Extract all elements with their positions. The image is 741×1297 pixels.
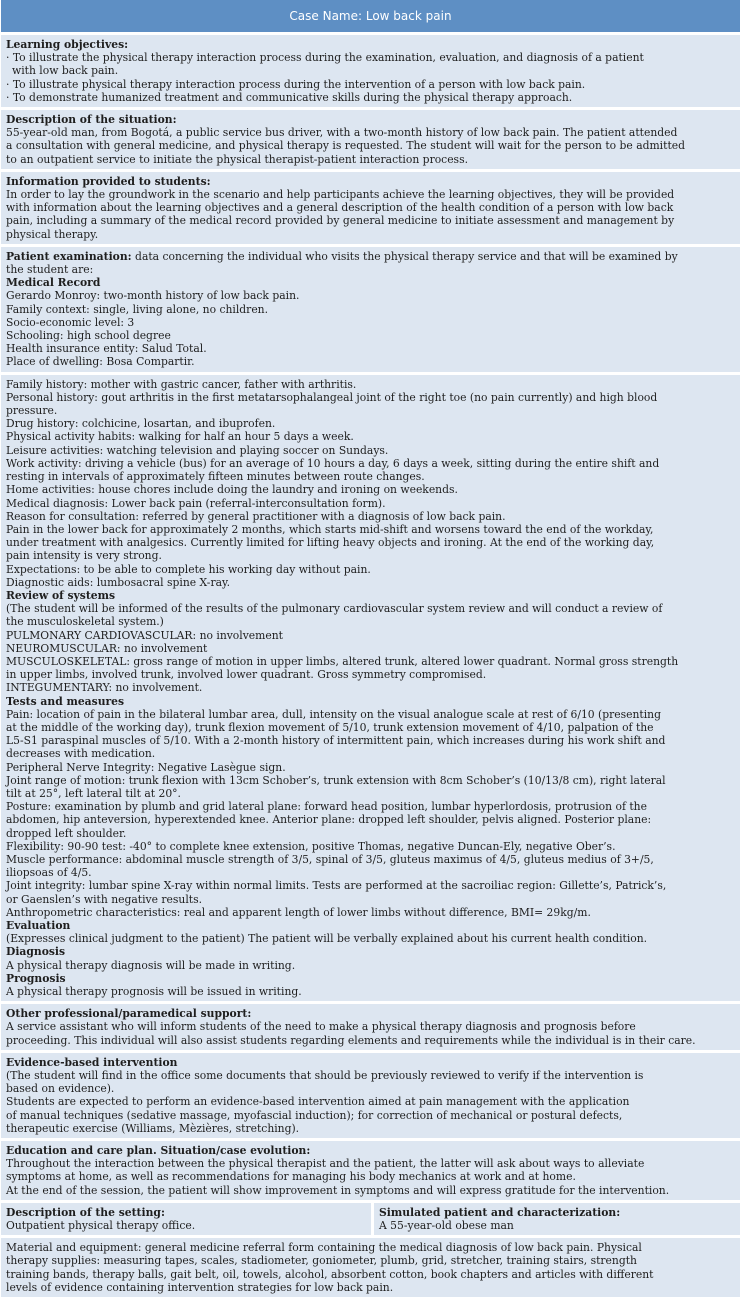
- text-line: decreases with medication.: [6, 747, 156, 761]
- text-line: with information about the learning objectives and a general description of the health condition of a person with low back: [6, 201, 674, 215]
- text-line: A 55-year-old obese man: [379, 1219, 514, 1233]
- text-line: Flexibility: 90-90 test: -40° to complete knee extension, positive Thomas, negative Duncan-Ely, negative Ober’s.: [6, 839, 616, 853]
- text-line: Drug history: colchicine, losartan, and ibuprofen.: [6, 417, 276, 431]
- text-line: Expectations: to be able to complete his working day without pain.: [6, 562, 371, 576]
- list-item: with low back pain.: [12, 64, 119, 78]
- text-line: abdomen, hip anteversion, hyperextended knee. Anterior plane: dropped left shoulder, pelvis aligned. Posterior plane:: [6, 813, 652, 827]
- text-line: Posture: examination by plumb and grid lateral plane: forward head position, lumbar hyperlordosis, protrusion of the: [6, 800, 647, 814]
- text-line: Schooling: high school degree: [6, 329, 171, 343]
- text-line: Family history: mother with gastric cancer, father with arthritis.: [6, 377, 357, 391]
- text-line: tilt at 25°, left lateral tilt at 20°.: [6, 786, 181, 800]
- section-heading: Education and care plan. Situation/case evolution:: [6, 1144, 311, 1158]
- text-line: Health insurance entity: Salud Total.: [6, 342, 207, 356]
- text-line: or Gaenslen’s with negative results.: [6, 892, 203, 906]
- text-line: Material and equipment: general medicine referral form containing the medical diagnosis of low back pain. Physical: [6, 1241, 642, 1255]
- text-line: a consultation with general medicine, and physical therapy is requested. The student will wait for the person to be admitted: [6, 139, 686, 153]
- text-line: of manual techniques (sedative massage, myofascial induction); for correction of mechanical or postural defects,: [6, 1108, 623, 1122]
- text-line: At the end of the session, the patient will show improvement in symptoms and will express gratitude for the intervention.: [6, 1183, 670, 1197]
- text-line: Work activity: driving a vehicle (bus) for an average of 10 hours a day, 6 days a week, sitting during the entire shift and: [6, 456, 660, 470]
- text-line: Personal history: gout arthritis in the first metatarsophalangeal joint of the right toe (no pain currently) and high blood: [6, 390, 658, 404]
- intro-text: data concerning the individual who visits the physical therapy service and that will be examined by: [131, 249, 678, 263]
- text-line: L5-S1 paraspinal muscles of 5/10. With a 2-month history of intermittent pain, which increases during his work shift and: [6, 734, 666, 748]
- information-section: [1, 172, 740, 244]
- subheading: Prognosis: [6, 971, 66, 985]
- text-line: pain intensity is very strong.: [6, 549, 162, 563]
- text-line: A service assistant who will inform students of the need to make a physical therapy diagnosis and prognosis before: [6, 1020, 636, 1034]
- setting-cell: [1, 1203, 371, 1235]
- text-line: [6, 250, 736, 263]
- text-line: levels of evidence containing intervention strategies for low back pain.: [6, 1280, 394, 1294]
- material-section: [1, 1238, 740, 1297]
- text-line: Students are expected to perform an evidence-based intervention aimed at pain management with the application: [6, 1095, 630, 1109]
- evidence-section: [1, 1053, 740, 1138]
- section-heading: Evidence-based intervention: [6, 1055, 178, 1069]
- text-line: Gerardo Monroy: two-month history of low back pain.: [6, 289, 300, 303]
- section-heading: Description of the situation:: [6, 113, 177, 127]
- setting-row: [1, 1203, 740, 1235]
- text-line: (Expresses clinical judgment to the patient) The patient will be verbally explained about his current health condition.: [6, 932, 648, 946]
- subheading: Evaluation: [6, 919, 71, 932]
- text-line: the musculoskeletal system.): [6, 615, 164, 629]
- text-line: Home activities: house chores include doing the laundry and ironing on weekends.: [6, 483, 458, 497]
- text-line: in upper limbs, involved trunk, involved lower quadrant. Gross symmetry compromised.: [6, 668, 487, 682]
- text-line: INTEGUMENTARY: no involvement.: [6, 681, 203, 695]
- text-line: at the middle of the working day), trunk flexion movement of 5/10, trunk extension movement of 4/10, palpation of the: [6, 720, 654, 734]
- subheading: Medical Record: [6, 276, 101, 290]
- text-line: proceeding. This individual will also assist students regarding elements and requirements while the individual is in their care.: [6, 1033, 696, 1047]
- text-line: Muscle performance: abdominal muscle strength of 3/5, spinal of 3/5, gluteus maximus of 4/5, gluteus medius of 3+/5,: [6, 852, 654, 866]
- text-line: Anthropometric characteristics: real and apparent length of lower limbs without difference, BMI= 29kg/m.: [6, 905, 591, 919]
- text-line: Diagnostic aids: lumbosacral spine X-ray.: [6, 575, 231, 589]
- subheading: Diagnosis: [6, 945, 66, 959]
- text-line: MUSCULOSKELETAL: gross range of motion in upper limbs, altered trunk, altered lower quadrant. Normal gross strength: [6, 654, 679, 668]
- learning-objectives-section: [1, 35, 740, 107]
- simulated-patient-cell: [374, 1203, 740, 1235]
- text-line: Reason for consultation: referred by general practitioner with a diagnosis of low back pain.: [6, 509, 506, 523]
- text-line: therapeutic exercise (Williams, Mèzières, stretching).: [6, 1121, 300, 1135]
- section-heading: Description of the setting:: [6, 1205, 165, 1219]
- text-line: Pain in the lower back for approximately 2 months, which starts mid-shift and worsens toward the end of the workday,: [6, 522, 654, 536]
- text-line: (The student will find in the office some documents that should be previously reviewed to verify if the intervention is: [6, 1069, 644, 1083]
- text-line: (The student will be informed of the results of the pulmonary cardiovascular system review and will conduct a review of: [6, 602, 663, 616]
- text-line: 55-year-old man, from Bogotá, a public service bus driver, with a two-month history of low back pain. The patient attended: [6, 126, 678, 140]
- list-item: · To illustrate the physical therapy interaction process during the examination, evaluation, and diagnosis of a patient: [6, 51, 644, 65]
- text-line: dropped left shoulder.: [6, 826, 127, 840]
- text-line: pain, including a summary of the medical record provided by general medicine to initiate assessment and management by: [6, 214, 675, 228]
- section-heading: Information provided to students:: [6, 174, 211, 188]
- text-line: Physical activity habits: walking for half an hour 5 days a week.: [6, 430, 354, 444]
- text-line: physical therapy.: [6, 227, 99, 241]
- situation-section: [1, 110, 740, 169]
- text-line: training bands, therapy balls, gait belt, oil, towels, alcohol, absorbent cotton, book chapters and articles with different: [6, 1267, 654, 1281]
- text-line: Medical diagnosis: Lower back pain (referral-interconsultation form).: [6, 496, 386, 510]
- text-line: based on evidence).: [6, 1082, 115, 1096]
- subheading: Review of systems: [6, 588, 116, 602]
- text-line: Pain: location of pain in the bilateral lumbar area, dull, intensity on the visual analogue scale at rest of 6/10 (presenting: [6, 707, 661, 721]
- text-line: In order to lay the groundwork in the scenario and help participants achieve the learning objectives, they will be provided: [6, 188, 675, 202]
- text-line: Socio-economic level: 3: [6, 315, 135, 329]
- text-line: to an outpatient service to initiate the physical therapist-patient interaction process.: [6, 152, 469, 166]
- history-section: [1, 375, 740, 1002]
- case-title: Case Name: Low back pain: [1, 0, 740, 32]
- section-heading: Patient examination:: [6, 249, 132, 263]
- section-heading: Learning objectives:: [6, 38, 129, 51]
- text-line: Outpatient physical therapy office.: [6, 1219, 196, 1233]
- text-line: iliopsoas of 4/5.: [6, 866, 92, 880]
- text-line: Joint range of motion: trunk flexion with 13cm Schober’s, trunk extension with 8cm Schober’s (10/13/8 cm), right lateral: [6, 773, 666, 787]
- text-line: symptoms at home, as well as recommendations for managing his body mechanics at work and at home.: [6, 1170, 576, 1184]
- case-table: [1, 0, 740, 1297]
- education-section: [1, 1141, 740, 1200]
- text-line: PULMONARY CARDIOVASCULAR: no involvement: [6, 628, 283, 642]
- text-line: resting in intervals of approximately fifteen minutes between route changes.: [6, 470, 425, 484]
- section-heading: Other professional/paramedical support:: [6, 1007, 252, 1021]
- text-line: Throughout the interaction between the physical therapist and the patient, the latter will ask about ways to alleviate: [6, 1157, 645, 1171]
- text-line: Place of dwelling: Bosa Compartir.: [6, 355, 195, 369]
- patient-examination-section: [1, 247, 740, 372]
- text-line: under treatment with analgesics. Currently limited for lifting heavy objects and ironing. At the end of the working day,: [6, 536, 655, 550]
- subheading: Tests and measures: [6, 694, 125, 708]
- text-line: Peripheral Nerve Integrity: Negative Lasègue sign.: [6, 760, 286, 774]
- text-line: Family context: single, living alone, no children.: [6, 302, 269, 316]
- text-line: therapy supplies: measuring tapes, scales, stadiometer, goniometer, plumb, grid, stretcher, training stairs, strength: [6, 1254, 637, 1268]
- text-line: the student are:: [6, 263, 94, 277]
- section-heading: Simulated patient and characterization:: [379, 1205, 621, 1219]
- support-section: [1, 1004, 740, 1050]
- text-line: A physical therapy prognosis will be issued in writing.: [6, 985, 302, 999]
- list-item: · To demonstrate humanized treatment and communicative skills during the physical therapy approach.: [6, 90, 573, 104]
- text-line: Leisure activities: watching television and playing soccer on Sundays.: [6, 443, 389, 457]
- text-line: Joint integrity: lumbar spine X-ray within normal limits. Tests are performed at the sacroiliac region: Gillette’s, Patrick’s,: [6, 879, 667, 893]
- text-line: NEUROMUSCULAR: no involvement: [6, 641, 208, 655]
- text-line: A physical therapy diagnosis will be made in writing.: [6, 958, 296, 972]
- list-item: · To illustrate physical therapy interaction process during the intervention of a person with low back pain.: [6, 77, 586, 91]
- text-line: pressure.: [6, 404, 58, 418]
